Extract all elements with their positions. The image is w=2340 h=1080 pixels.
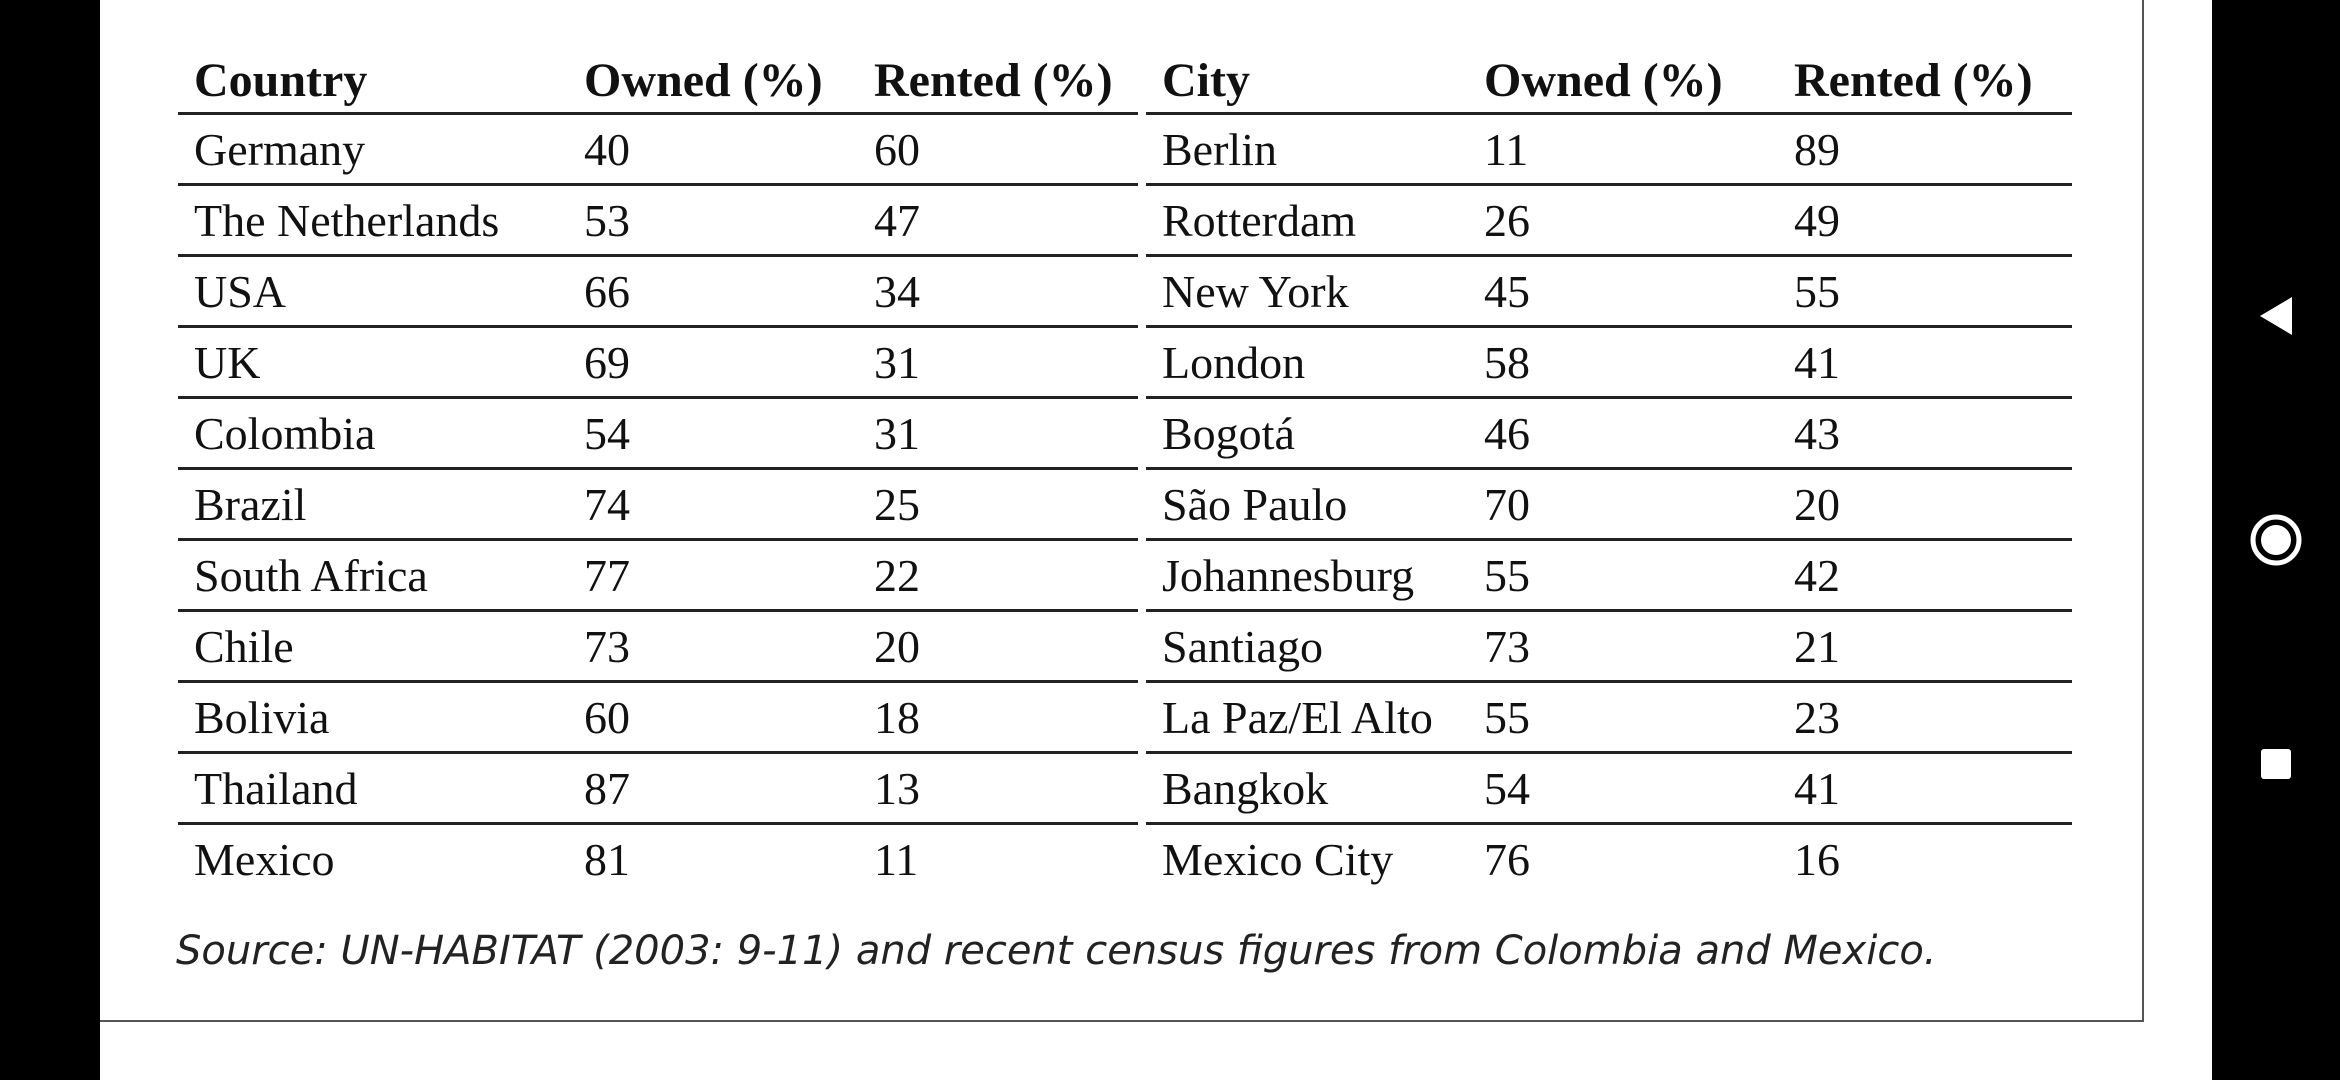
cell-country-rented: 20 <box>858 611 1138 682</box>
header-country-rented: Rented (%) <box>858 40 1138 114</box>
cell-city: Berlin <box>1146 114 1468 185</box>
cell-country-owned: 66 <box>568 256 858 327</box>
column-gap <box>1138 185 1146 256</box>
header-city-owned: Owned (%) <box>1468 40 1778 114</box>
cell-country: Bolivia <box>178 682 568 753</box>
cell-country: Colombia <box>178 398 568 469</box>
cell-city: Santiago <box>1146 611 1468 682</box>
cell-country: The Netherlands <box>178 185 568 256</box>
cell-city-owned: 46 <box>1468 398 1778 469</box>
cell-country: USA <box>178 256 568 327</box>
header-city-rented: Rented (%) <box>1778 40 2072 114</box>
column-gap <box>1138 611 1146 682</box>
housing-tenure-table <box>178 40 2072 893</box>
cell-city: Bogotá <box>1146 398 1468 469</box>
cell-country-rented: 34 <box>858 256 1138 327</box>
cell-country-owned: 40 <box>568 114 858 185</box>
android-navigation-bar <box>2212 0 2340 1080</box>
cell-country-rented: 60 <box>858 114 1138 185</box>
cell-country-owned: 54 <box>568 398 858 469</box>
recents-button[interactable] <box>2212 704 2340 824</box>
column-gap <box>1138 398 1146 469</box>
cell-country: Brazil <box>178 469 568 540</box>
cell-country-rented: 25 <box>858 469 1138 540</box>
cell-country-rented: 22 <box>858 540 1138 611</box>
cell-city: London <box>1146 327 1468 398</box>
table-row <box>178 753 2072 824</box>
cell-city-owned: 76 <box>1484 833 1530 885</box>
cell-city: Rotterdam <box>1146 185 1468 256</box>
cell-country-owned: 77 <box>568 540 858 611</box>
cell-country-rented: 11 <box>874 833 919 885</box>
column-gap <box>1138 682 1146 753</box>
home-button[interactable] <box>2212 480 2340 600</box>
cell-country: Chile <box>178 611 568 682</box>
cell-city: La Paz/El Alto <box>1146 682 1468 753</box>
column-gap <box>1138 824 1146 894</box>
square-recents-icon <box>2258 746 2294 782</box>
cell-city-owned: 45 <box>1468 256 1778 327</box>
back-button[interactable] <box>2212 256 2340 376</box>
cell-city-owned: 26 <box>1468 185 1778 256</box>
cell-city-rented: 89 <box>1778 114 2072 185</box>
cell-country: Germany <box>178 114 568 185</box>
cell-city-rented: 41 <box>1778 327 2072 398</box>
column-gap <box>1138 469 1146 540</box>
table-row <box>178 256 2072 327</box>
cell-city: Mexico City <box>1162 833 1394 885</box>
cell-country-owned: 60 <box>568 682 858 753</box>
header-city: City <box>1146 40 1468 114</box>
cell-city-owned: 55 <box>1468 682 1778 753</box>
cell-country: Thailand <box>178 753 568 824</box>
source-caption: Source: UN-HABITAT (2003: 9-11) and recent census figures from Colombia and Mexico. <box>176 928 1937 974</box>
table-row <box>178 824 2072 894</box>
table-row <box>178 327 2072 398</box>
cell-country-rented: 31 <box>858 327 1138 398</box>
cell-city-owned: 54 <box>1468 753 1778 824</box>
cell-city-rented: 23 <box>1778 682 2072 753</box>
cell-country-rented: 31 <box>858 398 1138 469</box>
table-row <box>178 611 2072 682</box>
cell-city-rented: 21 <box>1778 611 2072 682</box>
cell-country-owned: 53 <box>568 185 858 256</box>
cell-country-owned: 87 <box>568 753 858 824</box>
cell-city-rented: 41 <box>1778 753 2072 824</box>
cell-city-owned: 58 <box>1468 327 1778 398</box>
table-header-row <box>178 40 2072 114</box>
triangle-back-icon <box>2256 294 2296 338</box>
cell-country-owned: 81 <box>584 833 630 885</box>
cell-country-owned: 73 <box>568 611 858 682</box>
cell-country-rented: 13 <box>858 753 1138 824</box>
cell-city-owned: 70 <box>1468 469 1778 540</box>
cell-city-rented: 20 <box>1778 469 2072 540</box>
cell-country-owned: 69 <box>568 327 858 398</box>
cell-city: New York <box>1146 256 1468 327</box>
table-row <box>178 114 2072 185</box>
column-gap <box>1138 256 1146 327</box>
cell-country: South Africa <box>178 540 568 611</box>
document-page[interactable] <box>100 0 2212 1080</box>
column-gap <box>1138 327 1146 398</box>
column-gap <box>1138 114 1146 185</box>
cell-city: Bangkok <box>1146 753 1468 824</box>
cell-country: UK <box>178 327 568 398</box>
cell-city-rented: 42 <box>1778 540 2072 611</box>
cell-country: Mexico <box>194 833 335 885</box>
table-body <box>178 114 2072 894</box>
cell-city-owned: 11 <box>1468 114 1778 185</box>
circle-home-icon <box>2248 512 2304 568</box>
cell-city-owned: 73 <box>1468 611 1778 682</box>
cell-city-rented: 16 <box>1794 833 1840 885</box>
cell-city-owned: 55 <box>1468 540 1778 611</box>
cell-city-rented: 55 <box>1778 256 2072 327</box>
cell-city-rented: 49 <box>1778 185 2072 256</box>
table-row <box>178 398 2072 469</box>
cell-city-rented: 43 <box>1778 398 2072 469</box>
cell-country-rented: 47 <box>858 185 1138 256</box>
header-country: Country <box>178 40 568 114</box>
table-row <box>178 540 2072 611</box>
column-gap <box>1138 753 1146 824</box>
table-row <box>178 469 2072 540</box>
cell-city: São Paulo <box>1146 469 1468 540</box>
header-country-owned: Owned (%) <box>568 40 858 114</box>
table-row <box>178 185 2072 256</box>
cell-city: Johannesburg <box>1146 540 1468 611</box>
column-gap <box>1138 540 1146 611</box>
cell-country-owned: 74 <box>568 469 858 540</box>
column-gap <box>1138 40 1146 114</box>
table-row <box>178 682 2072 753</box>
cell-country-rented: 18 <box>858 682 1138 753</box>
